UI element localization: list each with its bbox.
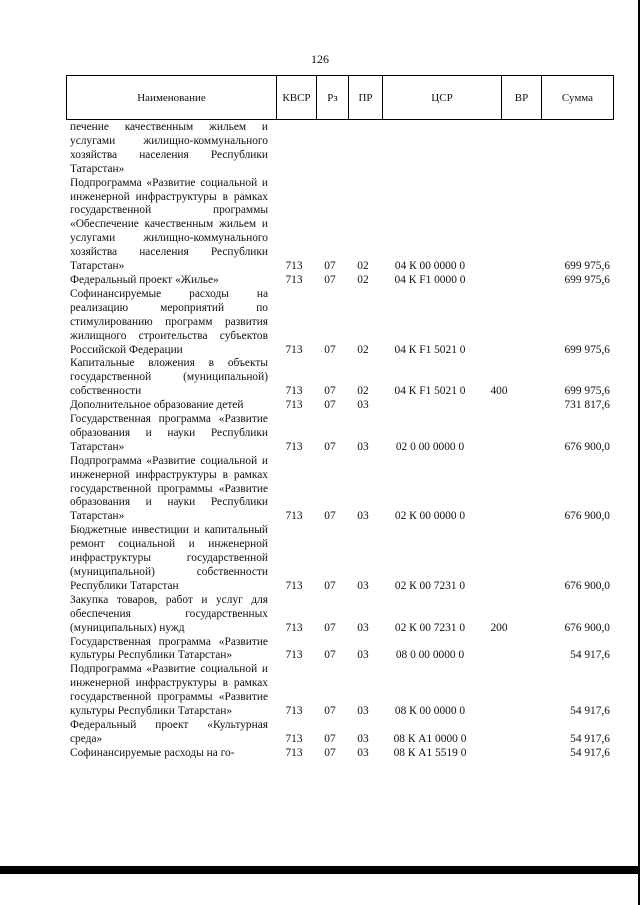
row-csr: 08 К 00 0000 0 [394, 705, 466, 718]
row-kvsr: 713 [285, 385, 303, 398]
row-rz: 07 [324, 343, 336, 356]
table-row [0, 747, 640, 761]
row-rz: 07 [324, 732, 336, 745]
table-row [0, 288, 640, 358]
row-kvsr: 713 [285, 440, 303, 453]
row-csr: 08 К А1 0000 0 [393, 732, 467, 745]
row-kvsr: 713 [285, 399, 303, 412]
row-pr: 03 [357, 510, 369, 523]
row-csr: 08 0 00 0000 0 [395, 649, 465, 662]
row-sum: 676 900,0 [564, 579, 610, 592]
row-pr: 03 [357, 399, 369, 412]
row-rz: 07 [324, 385, 336, 398]
table-row [0, 663, 640, 719]
table-row [0, 524, 640, 594]
row-csr: 04 К F1 5021 0 [394, 385, 466, 398]
row-name: Закупка товаров, работ и услуг для обеспечения государственных (муниципальных) нужд [70, 593, 268, 634]
row-name: Софинансируемые расходы на реализацию мероприятий по стимулированию программ развития жилищного строительства субъектов Российской Федерации [70, 287, 268, 356]
row-rz: 07 [324, 399, 336, 412]
row-rz: 07 [324, 273, 336, 286]
row-rz: 07 [324, 649, 336, 662]
row-csr: 02 К 00 7231 0 [394, 621, 466, 634]
row-name: Государственная программа «Развитие образования и науки Республики Татарстан» [70, 413, 268, 453]
row-pr: 02 [357, 273, 369, 286]
row-sum: 699 975,6 [564, 260, 610, 273]
row-csr: 08 К А1 5519 0 [393, 746, 467, 759]
row-sum: 676 900,0 [564, 440, 610, 453]
row-sum: 699 975,6 [564, 343, 610, 356]
row-sum: 731 817,6 [564, 399, 610, 412]
row-kvsr: 713 [285, 705, 303, 718]
row-csr: 02 0 00 0000 0 [395, 440, 465, 453]
row-pr: 02 [357, 385, 369, 398]
row-kvsr: 713 [285, 746, 303, 759]
row-kvsr: 713 [285, 273, 303, 286]
row-rz: 07 [324, 621, 336, 634]
row-name: Подпрограмма «Развитие социальной и инженерной инфраструктуры в рамках государственной программы «Обеспечение качественным жильем и услугами жилищно-коммунального хозяйства населения Республики Татарстан» [70, 176, 268, 273]
row-csr: 02 К 00 0000 0 [394, 510, 466, 523]
row-rz: 07 [324, 705, 336, 718]
row-pr: 03 [357, 732, 369, 745]
row-pr: 03 [357, 649, 369, 662]
row-rz: 07 [324, 440, 336, 453]
header-kvsr: КВСР [276, 76, 316, 119]
row-rz: 07 [324, 746, 336, 759]
table-row [0, 121, 640, 177]
row-csr: 02 К 00 7231 0 [394, 579, 466, 592]
row-pr: 03 [357, 579, 369, 592]
row-name: Подпрограмма «Развитие социальной и инженерной инфраструктуры в рамках государственной программы «Развитие культуры Республики Татарстан» [70, 663, 268, 718]
row-pr: 03 [357, 621, 369, 634]
row-sum: 676 900,0 [564, 510, 610, 523]
row-vr: 200 [490, 621, 508, 634]
table-body [0, 121, 640, 761]
table-row [0, 357, 640, 399]
row-kvsr: 713 [285, 343, 303, 356]
row-pr: 03 [357, 746, 369, 759]
row-csr: 04 К F1 0000 0 [394, 273, 466, 286]
table-row [0, 399, 640, 413]
row-pr: 03 [357, 705, 369, 718]
row-name: Бюджетные инвестиции и капитальный ремонт социальной и инженерной инфраструктуры государственной (муниципальной) собственности Республики Татарстан [70, 524, 268, 592]
row-name: Дополнительное образование детей [70, 399, 244, 412]
row-sum: 54 917,6 [570, 705, 610, 718]
header-csr: ЦСР [382, 76, 501, 119]
header-vr: ВР [501, 76, 541, 119]
scan-bottom-edge [0, 866, 640, 874]
row-name: Капитальные вложения в объекты государственной (муниципальной) собственности [70, 357, 268, 398]
row-kvsr: 713 [285, 732, 303, 745]
row-vr: 400 [490, 385, 508, 398]
table-row [0, 177, 640, 274]
row-sum: 54 917,6 [570, 649, 610, 662]
row-sum: 54 917,6 [570, 746, 610, 759]
row-name: Федеральный проект «Культурная среда» [70, 718, 268, 745]
row-kvsr: 713 [285, 649, 303, 662]
row-sum: 676 900,0 [564, 621, 610, 634]
row-sum: 699 975,6 [564, 385, 610, 398]
page-number: 126 [311, 52, 329, 66]
header-pr: ПР [348, 76, 382, 119]
row-name: Федеральный проект «Жилье» [70, 273, 219, 286]
table-row [0, 413, 640, 455]
row-csr: 04 К F1 5021 0 [394, 343, 466, 356]
row-rz: 07 [324, 579, 336, 592]
row-rz: 07 [324, 510, 336, 523]
table-row [0, 719, 640, 747]
row-name: Софинансируемые расходы на го- [70, 746, 235, 759]
row-pr: 02 [357, 343, 369, 356]
row-name: Подпрограмма «Развитие социальной и инженерной инфраструктуры в рамках государственной программы «Развитие образования и науки Республики Татарстан» [70, 454, 268, 523]
table-row [0, 594, 640, 636]
header-name: Наименование [137, 91, 206, 104]
row-sum: 699 975,6 [564, 273, 610, 286]
header-rz: Рз [316, 76, 348, 119]
row-pr: 03 [357, 440, 369, 453]
row-kvsr: 713 [285, 260, 303, 273]
header-sum: Сумма [541, 76, 613, 119]
row-name: Государственная программа «Развитие культуры Республики Татарстан» [70, 635, 268, 662]
table-row [0, 274, 640, 288]
row-kvsr: 713 [285, 621, 303, 634]
row-sum: 54 917,6 [570, 732, 610, 745]
table-header [66, 75, 614, 120]
row-kvsr: 713 [285, 579, 303, 592]
row-pr: 02 [357, 260, 369, 273]
row-kvsr: 713 [285, 510, 303, 523]
row-csr: 04 К 00 0000 0 [394, 260, 466, 273]
table-row [0, 455, 640, 525]
table-row [0, 636, 640, 664]
row-name: печение качественным жильем и услугами жилищно-коммунального хозяйства населения Республики Татарстан» [70, 121, 268, 175]
row-rz: 07 [324, 260, 336, 273]
